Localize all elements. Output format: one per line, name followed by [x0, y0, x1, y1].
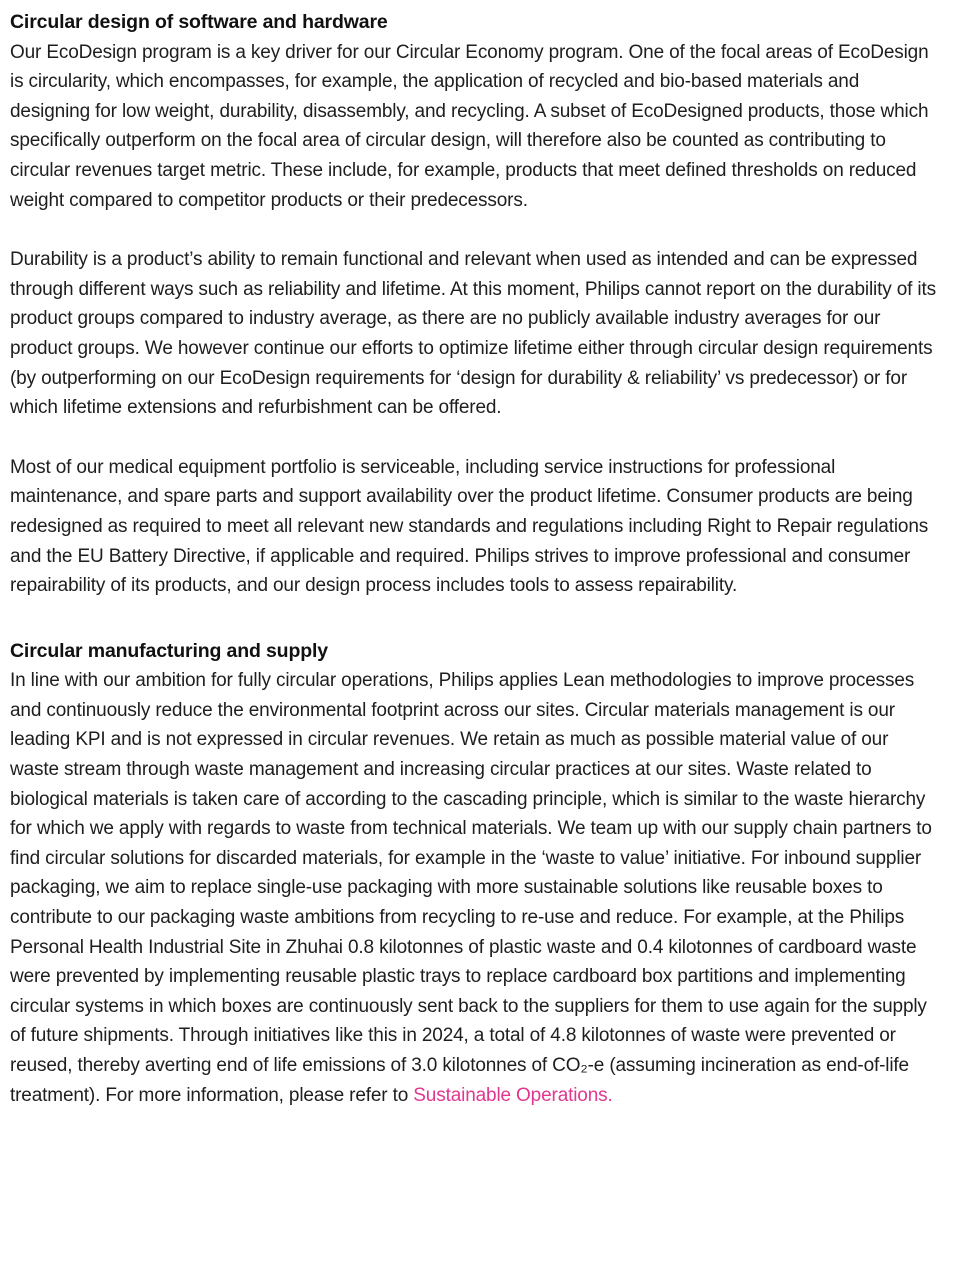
- heading-circular-manufacturing-and-supply: Circular manufacturing and supply: [10, 639, 328, 662]
- heading-circular-design-of-software-and-hardware: Circular design of software and hardware: [10, 11, 388, 33]
- paragraph-ecodesign-program: Our EcoDesign program is a key driver for our Circular Economy program. One of the focal areas of EcoDesign is circularity, which encompasses, for example, the application of recycled and bio-based materials and designing for low weight, durability, disassembly, and recycling. A subset of EcoDesigned products, those which specifically outperform on the focal area of circular design, will therefore also be counted as contributing to circular revenues target metric. These include, for example, products that meet defined thresholds on reduced weight compared to competitor products or their predecessors.: [10, 41, 929, 211]
- paragraph-durability: Durability is a product’s ability to remain functional and relevant when used as intended and can be expressed through different ways such as reliability and lifetime. At this moment, Philips cannot report on the durability of its product groups compared to industry average, as there are no publicly available industry averages for our product groups. We however continue our efforts to optimize lifetime either through circular design requirements (by outperforming on our EcoDesign requirements for ‘design for durability & reliability’ vs predecessor) or for which lifetime extensions and refurbishment can be offered.: [10, 249, 936, 419]
- paragraph-circular-operations: [10, 666, 938, 1110]
- sustainable-operations-link[interactable]: Sustainable Operations.: [413, 1084, 613, 1106]
- paragraph-circular-operations-text: In line with our ambition for fully circular operations, Philips applies Lean methodologies to improve processes and continuously reduce the environmental footprint across our sites. Circular materials management is our leading KPI and is not expressed in circular revenues. We retain as much as possible material value of our waste stream through waste management and increasing circular practices at our sites. Waste related to biological materials is taken care of according to the cascading principle, which is similar to the waste hierarchy for which we apply with regards to waste from technical materials. We team up with our supply chain partners to find circular solutions for discarded materials, for example in the ‘waste to value’ initiative. For inbound supplier packaging, we aim to replace single-use packaging with more sustainable solutions like reusable boxes to contribute to our packaging waste ambitions from recycling to re-use and reduce. For example, at the Philips Personal Health Industrial Site in Zhuhai 0.8 kilotonnes of plastic waste and 0.4 kilotonnes of cardboard waste were prevented by implementing reusable plastic trays to replace cardboard box partitions and implementing circular systems in which boxes are continuously sent back to the suppliers for them to use again for the supply of future shipments. Through initiatives like this in 2024, a total of 4.8 kilotonnes of waste were prevented or reused, thereby averting end of life emissions of 3.0 kilotonnes of CO₂-e (assuming incineration as end-of-life treatment). For more information, please refer to: [10, 670, 932, 1106]
- paragraph-serviceability-repairability: Most of our medical equipment portfolio is serviceable, including service instructions for professional maintenance, and spare parts and support availability over the product lifetime. Consumer products are being redesigned as required to meet all relevant new standards and regulations including Right to Repair regulations and the EU Battery Directive, if applicable and required. Philips strives to improve professional and consumer repairability of its products, and our design process includes tools to assess repairability.: [10, 456, 929, 597]
